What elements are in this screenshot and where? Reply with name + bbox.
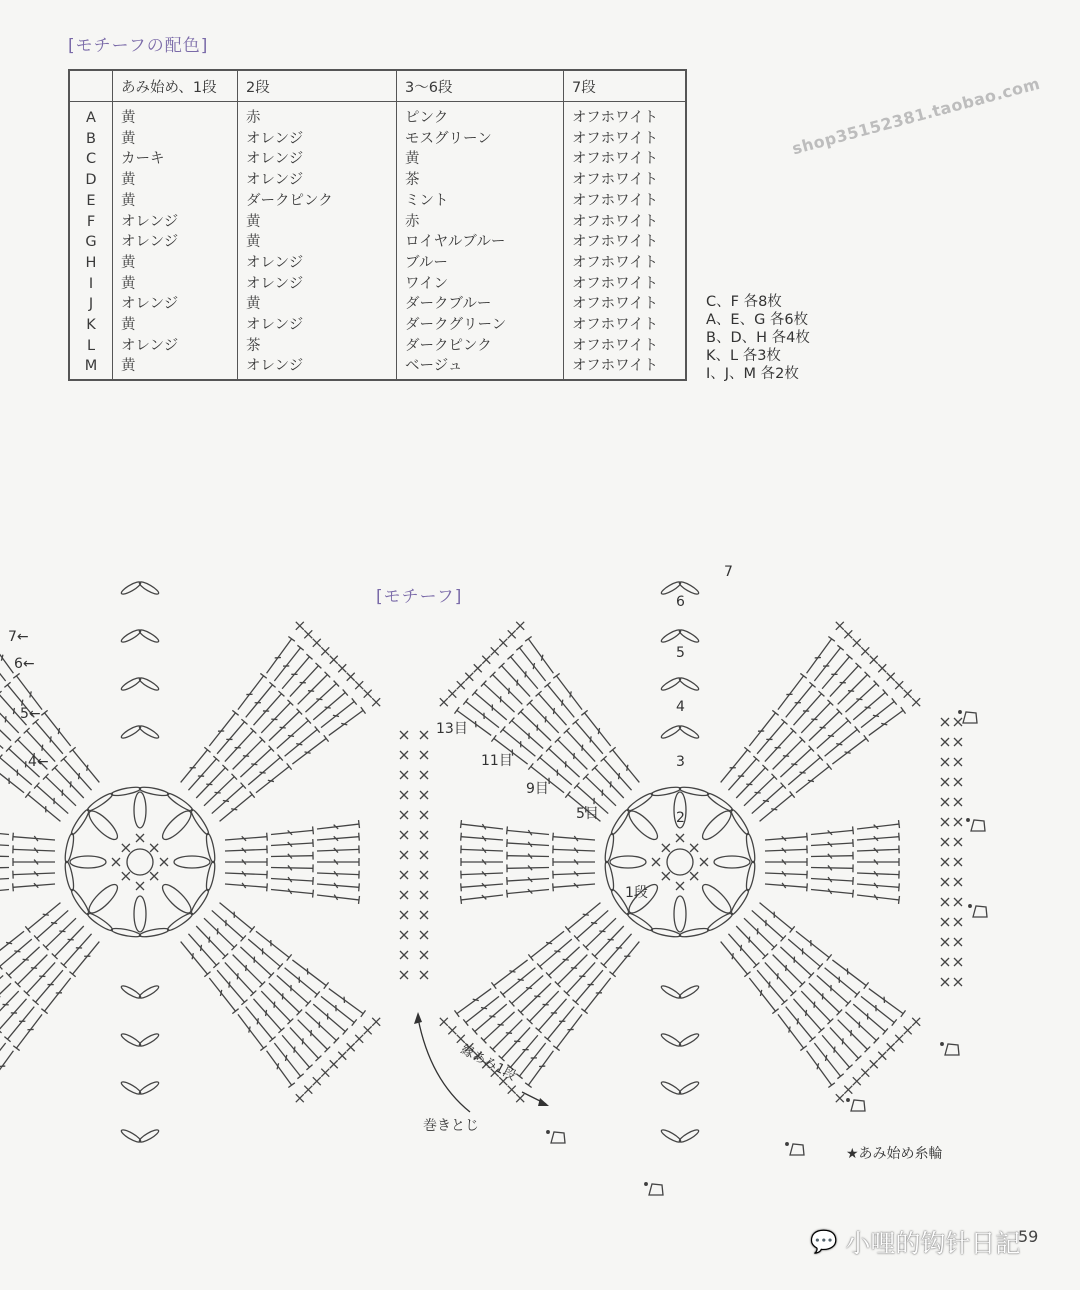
round-1-cell: 黄 黄 カーキ 黄 黄 オレンジ オレンジ 黄 黄 オレンジ 黄 オレンジ 黄 — [113, 102, 238, 381]
count-line: B、D、H 各4枚 — [706, 330, 810, 346]
shop-watermark: shop35152381.taobao.com — [790, 73, 1043, 159]
wechat-icon: 💬 — [810, 1229, 838, 1255]
chart-row-label: 1段 — [625, 885, 648, 901]
table-row — [69, 102, 686, 381]
chart-row-label: 2 — [676, 810, 685, 826]
count-line: I、J、M 各2枚 — [706, 366, 799, 382]
chart-row-label: 7 — [724, 564, 733, 580]
round-2-cell: 赤 オレンジ オレンジ オレンジ ダークピンク 黄 黄 オレンジ オレンジ 黄 オレンジ 茶 オレンジ — [238, 102, 397, 381]
count-line: C、F 各8枚 — [706, 294, 782, 310]
round-7-cell: オフホワイト オフホワイト オフホワイト オフホワイト オフホワイト オフホワイト オフホワイト オフホワイト オフホワイト オフホワイト オフホワイト オフホワイト オフホワイト — [572, 110, 659, 375]
motif-count-list — [706, 293, 810, 383]
crochet-chart — [0, 540, 1080, 1220]
chart-row-label: 13目 — [436, 721, 468, 737]
header-round-7: 7段 — [564, 70, 687, 102]
joining-label: 巻きとじ — [423, 1118, 479, 1134]
stitch-symbols — [0, 580, 987, 1195]
wechat-signature: 💬 小哩的钩针日記 — [810, 1229, 1021, 1258]
chart-row-label: 4← — [28, 754, 49, 770]
chart-row-label: 4 — [676, 699, 685, 715]
count-line: K、L 各3枚 — [706, 348, 781, 364]
page-number: 59 — [1018, 1227, 1039, 1246]
color-scheme-title: [モチーフの配色] — [68, 36, 209, 56]
chart-labels — [8, 564, 733, 901]
color-table — [68, 69, 687, 381]
round-3-6-cell: ピンク モスグリーン 黄 茶 ミント 赤 ロイヤルブルー ブルー ワイン ダークブルー ダークグリーン ダークピンク ベージュ — [397, 102, 564, 381]
joining-annotation — [414, 1012, 479, 1134]
chart-row-label: 11目 — [481, 753, 513, 769]
chart-row-label: 9目 — [526, 781, 549, 797]
table-header-row — [69, 70, 686, 102]
count-line: A、E、G 各6枚 — [706, 312, 809, 328]
edging-annotation — [458, 1042, 549, 1106]
chart-row-label: 5 — [676, 645, 685, 661]
chart-row-label: 5目 — [576, 806, 599, 822]
letter-cell: A B C D E F G H I J K L M — [69, 102, 113, 381]
chart-row-label: 3 — [676, 754, 685, 770]
chart-row-label: 6← — [14, 656, 35, 672]
motif-title: [モチーフ] — [376, 587, 463, 607]
header-round-2: 2段 — [238, 70, 397, 102]
chart-row-label: 7← — [8, 629, 29, 645]
start-ring-legend: ★あみ始め糸輪 — [846, 1146, 943, 1162]
header-round-3-6: 3～6段 — [397, 70, 564, 102]
header-id — [69, 70, 113, 102]
header-round-1: あみ始め、1段 — [113, 70, 238, 102]
chart-row-label: 5← — [20, 706, 41, 722]
edging-label: 縁あみ1段 — [458, 1042, 519, 1084]
chart-row-label: 6 — [676, 594, 685, 610]
